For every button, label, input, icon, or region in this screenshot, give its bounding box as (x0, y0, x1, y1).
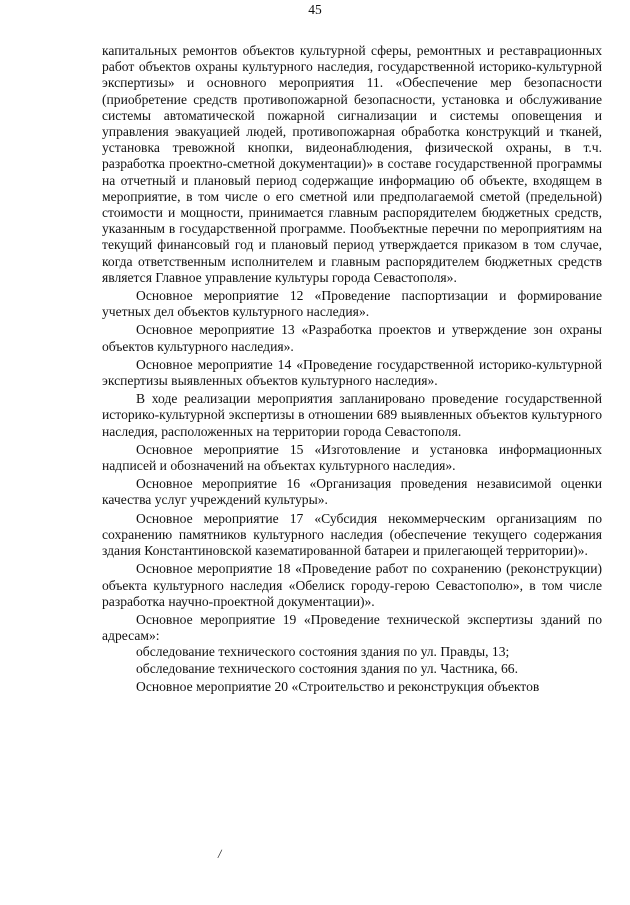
document-body (102, 43, 602, 695)
paragraph-4: Основное мероприятие 14 «Проведение государственной историко-культурной экспертизы выявленных объектов культурного наследия». (102, 356, 602, 389)
paragraph-12: обследование технического состояния здания по ул. Частника, 66. (136, 660, 518, 676)
paragraph-1: капитальных ремонтов объектов культурной сферы, ремонтных и реставрационных работ объектов охраны культурного наследия, государственной историко-культурной экспертизы» и основного мероприятия 11. «Обеспечение мер безопасности (приобретение средств противопожарной безопасности, установка и обслуживание системы автоматической пожарной сигнализации и системы оповещения и управления эвакуацией людей, противопожарная обработка конструкций и тканей, установка тревожной кнопки, видеонаблюдения, физической охраны, в т.ч. разработка проектно-сметной документации)» в составе государственной программы на отчетный и плановый период содержащие информацию об объекте, входящем в мероприятие, в том числе о его сметной или предполагаемой сметой (предельной) стоимости и мощности, принимается главным распорядителем бюджетных средств, указанным в государственной программе. Пообъектные перечни по мероприятиям на текущий финансовый год и плановый период утверждается приказом в том случае, когда ответственным исполнителем и главным распорядителем бюджетных средств является Главное управление культуры города Севастополя». (102, 43, 602, 285)
paragraph-10: Основное мероприятие 19 «Проведение технической экспертизы зданий по адресам»: (102, 611, 602, 644)
paragraph-7: Основное мероприятие 16 «Организация проведения независимой оценки качества услуг учреждений культуры». (102, 476, 602, 508)
paragraph-5: В ходе реализации мероприятия запланировано проведение государственной историко-культурной экспертизы в отношении 689 выявленных объектов культурного наследия, расположенных на территории города Севастополя. (102, 391, 602, 439)
paragraph-2: Основное мероприятие 12 «Проведение паспортизации и формирование учетных дел объектов культурного наследия». (102, 288, 602, 320)
paragraph-13: Основное мероприятие 20 «Строительство и реконструкция объектов (136, 678, 540, 694)
paragraph-11: обследование технического состояния здания по ул. Правды, 13; (136, 644, 510, 660)
paragraph-9: Основное мероприятие 18 «Проведение работ по сохранению (реконструкции) объекта культурного наследия «Обелиск городу-герою Севастополю», в том числе разработка научно-проектной документации)». (102, 561, 602, 609)
footer-mark: / (217, 845, 223, 862)
paragraph-6: Основное мероприятие 15 «Изготовление и установка информационных надписей и обозначений на объектах культурного наследия». (102, 441, 602, 474)
paragraph-8: Основное мероприятие 17 «Субсидия некоммерческим организациям по сохранению памятников культурного наследия (обеспечение текущего содержания здания Константиновской казематированной батареи и прилегающей территории)». (102, 510, 602, 559)
paragraph-3: Основное мероприятие 13 «Разработка проектов и утверждение зон охраны объектов культурного наследия». (102, 322, 602, 354)
page-number: 45 (308, 2, 322, 17)
